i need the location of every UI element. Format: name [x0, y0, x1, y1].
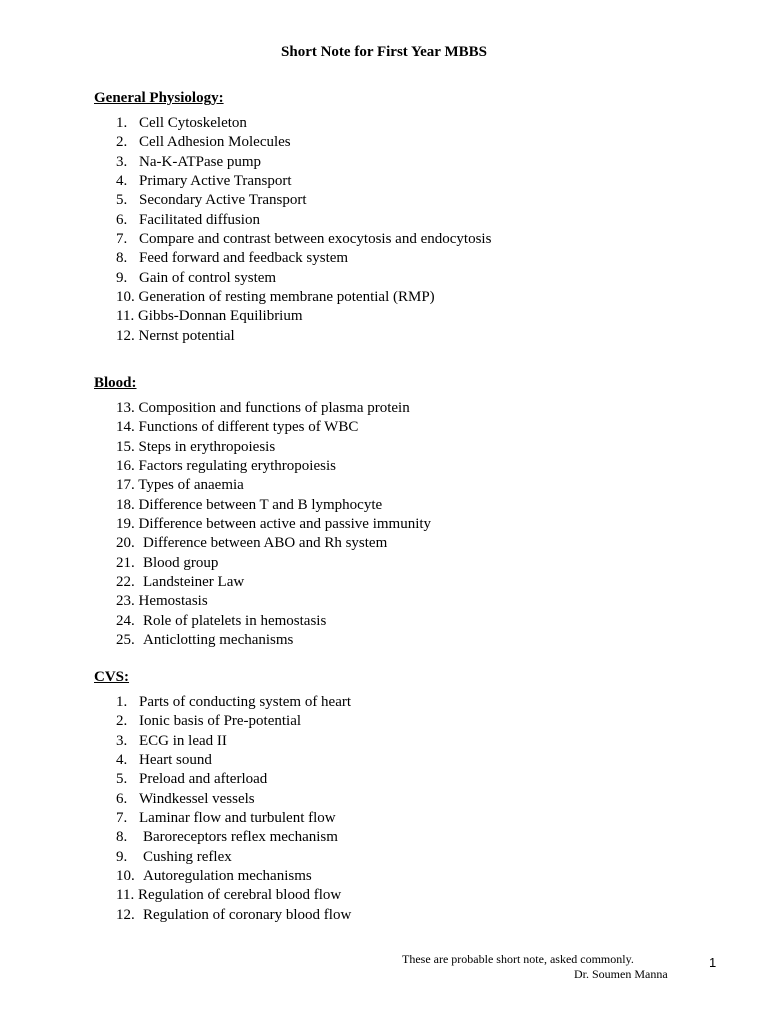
item-number: 25.: [116, 631, 135, 648]
list-item: [94, 790, 714, 809]
item-number: 12.: [116, 327, 135, 344]
item-text: Gibbs-Donnan Equilibrium: [137, 308, 303, 325]
list-item: [94, 848, 714, 867]
item-number: 21.: [116, 554, 135, 571]
list-item: [94, 496, 714, 515]
item-text: Windkessel vessels: [139, 790, 255, 807]
item-text: Cell Adhesion Molecules: [139, 134, 291, 151]
list-item: [94, 631, 714, 650]
item-text: Laminar flow and turbulent flow: [139, 809, 336, 826]
item-list: [94, 114, 714, 346]
item-number: 6.: [116, 211, 128, 228]
list-item: [94, 133, 714, 152]
item-number: 2.: [116, 134, 128, 151]
item-number: 11.: [116, 308, 135, 325]
item-number: 24.: [116, 612, 135, 629]
item-number: 8.: [116, 829, 128, 846]
item-text: Cell Cytoskeleton: [139, 115, 247, 131]
item-number: 10.: [116, 288, 135, 305]
item-text: Regulation of coronary blood flow: [143, 906, 352, 923]
list-item: [94, 153, 714, 172]
list-item: [94, 712, 714, 731]
list-item: [94, 592, 714, 611]
item-number: 15.: [116, 438, 135, 455]
item-number: 1.: [116, 115, 128, 131]
item-number: 9.: [116, 269, 128, 286]
item-number: 4.: [116, 751, 128, 768]
item-number: 2.: [116, 713, 128, 730]
item-text: Primary Active Transport: [139, 172, 292, 189]
list-item: [94, 573, 714, 592]
footer-author: Dr. Soumen Manna: [574, 967, 668, 981]
list-item: [94, 828, 714, 847]
section-general-physiology: [94, 88, 714, 346]
page-title: Short Note for First Year MBBS: [281, 44, 487, 60]
item-text: Parts of conducting system of heart: [139, 694, 352, 710]
list-item: [94, 515, 714, 534]
item-text: Landsteiner Law: [143, 573, 245, 590]
item-number: 19.: [116, 515, 135, 532]
item-number: 22.: [116, 573, 135, 590]
item-text: Regulation of cerebral blood flow: [137, 887, 342, 904]
list-item: [94, 534, 714, 553]
item-number: 18.: [116, 496, 135, 513]
list-item: [94, 211, 714, 230]
list-item: [94, 269, 714, 288]
list-item: [94, 399, 714, 418]
item-text: Composition and functions of plasma protein: [138, 400, 410, 416]
item-number: 20.: [116, 535, 135, 552]
list-item: [94, 438, 714, 457]
list-item: [94, 307, 714, 326]
list-item: [94, 114, 714, 133]
item-number: 12.: [116, 906, 135, 923]
list-item: [94, 327, 714, 346]
item-number: 7.: [116, 230, 128, 247]
item-text: Facilitated diffusion: [139, 211, 260, 228]
list-item: [94, 693, 714, 712]
item-number: 3.: [116, 732, 128, 749]
item-number: 23.: [116, 593, 135, 610]
item-text: Anticlotting mechanisms: [143, 631, 294, 648]
section-heading: CVS:: [94, 669, 130, 685]
item-text: Role of platelets in hemostasis: [143, 612, 327, 629]
item-number: 16.: [116, 457, 135, 474]
item-number: 7.: [116, 809, 128, 826]
item-text: Difference between ABO and Rh system: [143, 535, 388, 552]
item-text: Autoregulation mechanisms: [143, 867, 312, 884]
item-text: Difference between active and passive immunity: [138, 515, 432, 532]
item-text: Secondary Active Transport: [139, 192, 307, 209]
item-text: Factors regulating erythropoiesis: [138, 457, 336, 474]
item-text: Blood group: [143, 554, 219, 571]
list-item: [94, 249, 714, 268]
item-number: 13.: [116, 400, 135, 416]
item-text: Preload and afterload: [139, 771, 268, 788]
item-number: 6.: [116, 790, 128, 807]
list-item: [94, 554, 714, 573]
list-item: [94, 172, 714, 191]
item-text: Nernst potential: [138, 327, 235, 344]
item-text: Na-K-ATPase pump: [139, 153, 262, 170]
page-number: 1: [709, 955, 717, 970]
item-text: Types of anaemia: [138, 477, 244, 494]
item-text: Gain of control system: [139, 269, 277, 286]
item-text: Ionic basis of Pre-potential: [139, 713, 302, 730]
list-item: [94, 809, 714, 828]
item-number: 1.: [116, 694, 128, 710]
item-text: Compare and contrast between exocytosis and endocytosis: [139, 230, 492, 247]
list-item: [94, 457, 714, 476]
section-cvs: [94, 667, 714, 925]
list-item: [94, 886, 714, 905]
item-number: 14.: [116, 419, 135, 436]
item-list: [94, 399, 714, 650]
list-item: [94, 612, 714, 631]
item-text: Feed forward and feedback system: [139, 250, 349, 267]
item-number: 11.: [116, 887, 135, 904]
item-text: ECG in lead II: [139, 732, 227, 749]
item-text: Generation of resting membrane potential (RMP): [138, 288, 435, 305]
list-item: [94, 230, 714, 249]
list-item: [94, 906, 714, 925]
section-heading: Blood:: [94, 375, 137, 391]
item-number: 5.: [116, 192, 128, 209]
list-item: [94, 191, 714, 210]
item-text: Cushing reflex: [143, 848, 232, 865]
list-item: [94, 476, 714, 495]
item-text: Heart sound: [139, 751, 212, 768]
item-text: Difference between T and B lymphocyte: [138, 496, 383, 513]
item-number: 3.: [116, 153, 128, 170]
item-text: Steps in erythropoiesis: [138, 438, 276, 455]
list-item: [94, 288, 714, 307]
list-item: [94, 751, 714, 770]
item-text: Functions of different types of WBC: [138, 419, 359, 436]
item-list: [94, 693, 714, 925]
footer-note: These are probable short note, asked commonly.: [402, 952, 634, 966]
section-blood: [94, 373, 714, 650]
list-item: [94, 770, 714, 789]
item-text: Hemostasis: [138, 593, 208, 610]
item-number: 8.: [116, 250, 128, 267]
item-number: 17.: [116, 477, 135, 494]
item-number: 10.: [116, 867, 135, 884]
item-number: 9.: [116, 848, 128, 865]
list-item: [94, 867, 714, 886]
list-item: [94, 732, 714, 751]
item-number: 5.: [116, 771, 128, 788]
item-number: 4.: [116, 172, 128, 189]
section-heading: General Physiology:: [94, 90, 224, 106]
list-item: [94, 418, 714, 437]
item-text: Baroreceptors reflex mechanism: [143, 829, 338, 846]
